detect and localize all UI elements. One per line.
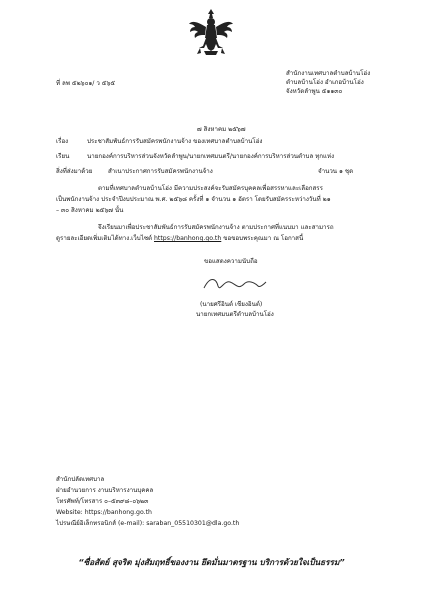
subject-label: เรื่อง [56, 138, 69, 145]
signatory-title: นายกเทศมนตรีตำบลบ้านโฮ่ง [196, 311, 274, 318]
paragraph-2-suffix: ขอขอบพระคุณมา ณ โอกาสนี้ [223, 235, 304, 242]
to-label: เรียน [56, 153, 70, 160]
document-date: ๗ สิงหาคม ๒๕๖๗ [197, 126, 246, 133]
signatory-name: (นายศรีอินต์ เชียงอินต์) [200, 301, 263, 308]
enclosure-text: สำเนาประกาศการรับสมัครพนักงานจ้าง [108, 168, 213, 175]
footer-slogan: “ซื่อสัตย์ สุจริต มุ่งสัมฤทธิ์ของงาน ยึดมั่นมาตรฐาน บริการด้วยใจเป็นธรรม” [78, 557, 345, 567]
document-number: ที่ ลพ ๕๒๖๐๑/ ว ๕๖๕ [56, 80, 116, 87]
subject-text: ประชาสัมพันธ์การรับสมัครพนักงานจ้าง ของเทศบาลตำบลบ้านโฮ่ง [87, 138, 263, 145]
signature-scribble-icon [200, 272, 270, 294]
office-line-2: ตำบลบ้านโฮ่ง อำเภอบ้านโฮ่ง [286, 79, 364, 86]
contact-phone: โทรศัพท์/โทรสาร ๐–๕๓๙๘–๐๖๒๓ [56, 498, 149, 505]
paragraph-1-line-2: เป็นพนักงานจ้าง ประจำปีงบประมาณ พ.ศ. ๒๕๖๘ ครั้งที่ ๑ จำนวน ๑ อัตรา โดยรับสมัครระหว่างวันที่ ๒๑ [56, 196, 331, 203]
paragraph-2-line-2 [56, 235, 303, 243]
office-line-3: จังหวัดลำพูน ๕๑๑๓๐ [286, 88, 343, 95]
paragraph-1-line-3: – ๓๐ สิงหาคม ๒๕๖๗ นั้น [56, 207, 124, 214]
paragraph-1-line-1: ตามที่เทศบาลตำบลบ้านโฮ่ง มีความประสงค์จะรับสมัครบุคคลเพื่อสรรหาและเลือกสรร [98, 185, 323, 192]
to-text: นายกองค์การบริหารส่วนจังหวัดลำพูน/นายกเทศมนตรี/นายกองค์การบริหารส่วนตำบล ทุกแห่ง [87, 153, 335, 160]
closing-text: ขอแสดงความนับถือ [204, 258, 258, 265]
enclosure-quantity: จำนวน ๑ ชุด [318, 168, 354, 175]
enclosure-label: สิ่งที่ส่งมาด้วย [56, 168, 93, 175]
contact-division: ฝ่ายอำนวยการ งานบริหารงานบุคคล [56, 487, 154, 494]
office-line-1: สำนักงานเทศบาลตำบลบ้านโฮ่ง [286, 70, 371, 77]
contact-email[interactable]: ไปรษณีย์อิเล็กทรอนิกส์ (e-mail): saraban_05510301@dla.go.th [56, 520, 240, 527]
website-link[interactable]: https://banhong.go.th [154, 235, 222, 242]
paragraph-2-line-1: จึงเรียนมาเพื่อประชาสัมพันธ์การรับสมัครพนักงานจ้าง ตามประกาศที่แนบมา และสามารถ [98, 224, 334, 231]
contact-department: สำนักปลัดเทศบาล [56, 476, 105, 483]
garuda-emblem-icon [188, 8, 234, 58]
paragraph-2-prefix: ดูรายละเอียดเพิ่มเติมได้ทาง.เว็บไซต์ [56, 235, 153, 242]
contact-website[interactable]: Website: https://banhong.go.th [56, 509, 152, 516]
